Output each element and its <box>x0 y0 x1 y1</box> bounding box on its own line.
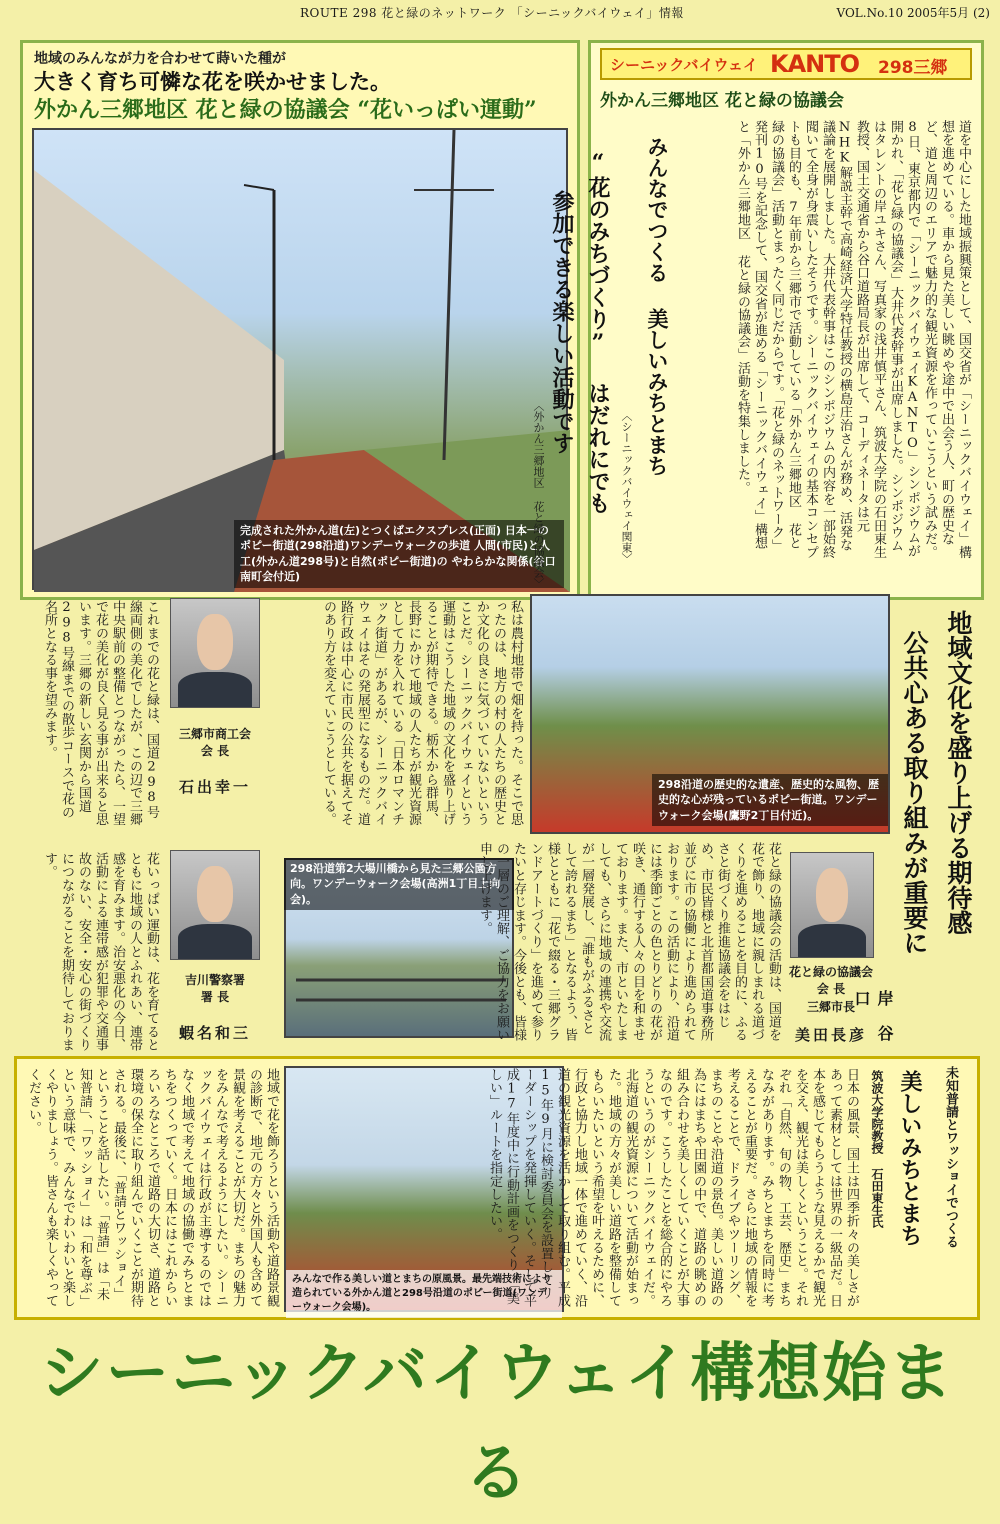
poppy-photo-caption: 298沿道の歴史的な遺産、歴史的な風物、歴史的な心が残っているポピー街道。ワンデーウォーク会場(鷹野2丁目付近)。 <box>652 774 888 826</box>
intro-line-2: 大きく育ち可憐な花を咲かせました。 <box>34 69 391 94</box>
ishide-role <box>160 726 270 761</box>
ishide-name: 石出幸一 <box>178 778 251 796</box>
mita-name: 美田長彦 <box>794 1026 867 1044</box>
yoshikawa-text: 花いっぱい運動は、花を育てるとともに地域の人とふれあい、連帯感を育みます。治安悪化の今日、活動による連帯感が犯罪や交通事故のない、安全・安心の街づくりにつながることを期待しております。 <box>42 852 159 1052</box>
mita-role-3: 三郷市長 <box>806 999 855 1014</box>
brand-route: 298三郷 <box>878 58 948 78</box>
intro-line-3: 外かん三郷地区 花と緑の協議会 “花いっぱい運動” <box>34 97 537 123</box>
portrait-suit <box>178 924 252 959</box>
mita-role <box>776 964 886 1016</box>
portrait-suit <box>178 672 252 707</box>
yoshikawa-role <box>160 972 270 1007</box>
ishide-text: これまでの花と緑は、国道298号線両側の美化でしたが、この辺で三郷中央駅前の整備とつながったら、一望で花の美化が良く見る事が出来ると思います。三郷の新しい玄関から国道298号線までの散歩コースで花の名所となる事を望みます。 <box>42 600 159 827</box>
bottom-photo-caption: みんなで作る美しい道とまちの原風景。最先端技術により造られている外かん道と298号沿道のポピー街道(ワンデーウォーク会場)。 <box>286 1270 562 1318</box>
brand-council: 外かん三郷地区 花と緑の協議会 <box>600 91 844 111</box>
mita-role-1: 花と緑の協議会 <box>788 965 873 979</box>
page-header <box>0 0 1000 22</box>
intro-line-1: 地域のみんなが力を合わせて蒔いた種が <box>34 51 286 67</box>
mita-text: 花と緑の協議会の活動は、国道を花で飾り、地域に親しまれる道づくりを進めることを目的に、ふるさと街づくり推進協議会をはじめ、市民皆様と北首都国道事務所並びに市の協働により進められております。この活動により、沿道には季節ごとの色とりどりの花が咲き、通行する人々の目を和ませております。また、市といたしましても、さらに地域の連携や交流が一層発展し、「誰もがふるさとして誇れるまち」となるよう、皆様とともに「花で綴る・三郷グランドアートづくり」を進めて参りたいと存じます。今後とも、皆様の一層のご理解、ご協力をお願い申し上げます。 <box>477 842 781 1042</box>
ishida-subtitle: 未知普請とワッショイでつくる <box>943 1066 958 1248</box>
poppy-photo <box>530 594 890 834</box>
kishi-name: 岸 谷口 <box>852 990 894 1041</box>
main-headline-2: “花のみちづくり” はだれにでも <box>585 150 611 514</box>
header-title: ROUTE 298 花と緑のネットワーク 「シーニックバイウェイ」情報 <box>300 6 684 20</box>
main-source-2: 〈外かん三郷地区 花と緑の協議会〉 <box>532 400 545 589</box>
top-photo <box>32 128 568 590</box>
main-headline-3: 参加できる楽しい活動です <box>549 190 575 454</box>
brand-kanto: KANTO <box>770 50 860 78</box>
yoshikawa-portrait <box>170 850 260 960</box>
ishide-role-2: 会 長 <box>200 744 230 759</box>
kishi-text: 私は農村地帯で畑を持った。そこで思ったのは、地方の村の人たちの歴史とか文化の良さに気づいていないということだ。シーニックバイウェイという運動はこうした地域の文化を盛り上げることが期待できる。栃木から群馬、長野にかけて地域の人たちが観光資源として力を入れている「日本ロマンチック街道」があるが、シーニックバイウェイはその発展型になるものだ。道路行政は中心に市民の公共を据えてそのあり方を変えていこうとしている。 <box>321 600 523 827</box>
portrait-face <box>816 868 849 922</box>
ishida-author: 筑波大学院教授 石田東生氏 <box>870 1070 884 1228</box>
portrait-suit <box>798 924 867 957</box>
yoshikawa-name: 蝦名和三 <box>178 1024 251 1042</box>
yoshikawa-role-2: 署 長 <box>200 990 230 1005</box>
kishi-headline-2: 公共心ある取り組みが重要に <box>900 630 929 955</box>
brand-bar <box>600 48 972 80</box>
main-source-1: 〈シーニックバイウェイ関東〉 <box>620 410 633 564</box>
main-banner: シーニックバイウェイ構想始まる <box>39 1336 955 1511</box>
portrait-face <box>197 614 232 670</box>
yoshikawa-role-1: 吉川警察署 <box>184 973 245 987</box>
portrait-face <box>197 866 232 922</box>
header-issue: VOL.No.10 2005年5月 (2) <box>836 6 990 20</box>
mita-role-2: 会 長 <box>816 982 846 997</box>
ishide-role-1: 三郷市商工会 <box>178 727 251 741</box>
ishida-headline: 美しいみちとまち <box>897 1070 923 1246</box>
top-photo-caption: 完成された外かん道(左)とつくばエクスプレス(正面) 日本一のポピー街道(298沿道)ワンデーウォークの歩道 人間(市民)と人工(外かん道298号)と自然(ポピー街道)の やわらかな関係(谷口南町会付近) <box>234 520 564 588</box>
bridge-photo-caption: 298沿道第2大場川橋から見た三郷公園方向。ワンデーウォーク会場(高洲1丁目上向会)。 <box>284 858 514 910</box>
brand-scenic: シーニックバイウェイ <box>610 56 758 74</box>
kishi-headline-1: 地域文化を盛り上げる期待感 <box>944 610 973 935</box>
mita-portrait <box>790 852 874 958</box>
main-article-text: 道を中心にした地域振興策として、国交省が「シーニックバイウェイ」構想を進めている。車から見た美しい眺めや途中で出会う人、町の歴史など、道と周辺のエリアで魅力的な観光資源を作っていこうという試みだ。8日、東京都内で「シーニックバイウェイKANTO」シンポジウムが開かれ、「花と緑の協議会」大井代表幹事が出席しました。シンポジウムはタレントの岸ユキさん、写真家の浅井慎平さん、筑波大学院の石田東生教授、国土交通省から谷口道路局長が出席して、コーディネータは元NHK解説主幹で高崎経済大学特任教授の横島庄治さんが務め、活発な議論を展開しました。大井代表幹事はこのシンポジウムの内容を一部始終聞いて全身が身震いしたそうです。シーニックバイウェイの基本コンセプトも目的も、7年前から三郷市で活動している「外かん三郷地区 花と緑の協議会」活動とまったく同じだからです。「花と緑のネットワーク」発刊10号を記念して、国交省が進める「シーニックバイウェイ」構想と「外かん三郷地区 花と緑の協議会」活動を特集しました。 <box>735 120 971 559</box>
main-headline-1: みんなでつくる 美しいみちとまち <box>645 136 670 476</box>
ishida-text: 日本の風景、国土は四季折々の美しさがあって素材としては世界の一級品だ。日本を感じてもらうような見えるかで観光を交え、観光は美しくということ。それぞれ「自然、旬の物、工芸、歴史」まちなみがあります。みちとまちを同時に考えることが重要だ。さらに地域の情報を考えることで、ドライブやツーリング、まちのことや沿道の景色。美しい道路の為にはまちや田園の中で、道路の眺めの組み合わせを美しくしていくことが大事なのです。こうしたことを総合的にやろうというのがシーニックバイウェイだ。北海道の観光資源について活動が始まった。地域の方々が美しい道路を整備してもらいたいという希望を叶えるために、行政と協力し地域一体で進めていく、沿道の観光資源を活かして取り組む。平成15年9月に検討委員会を設置してリーダーシップを発揮していく。そして平成17年度中に行動計画をつくり、「美しい」ルートを指定したい。 <box>487 1068 859 1308</box>
bottom-article-text: 地域で花を飾ろうという活動や道路景観の診断で、地元の方々と外国人も含めて景観を考えることが大切だ。まちの魅力をみんなで考えるようにしたい。シーニックバイウェイは行政が主導するのではなく地域で考えて地域の協働でみちとまちをつくっていく。日本にはこれからいろいろなところで道路の大切さ、道路と環境の保全に取り組んでいくことが期待される。最後に、「普請とワッショイ」ということを話したい。「普請」は「未知普請」、「ワッショイ」は「和を尊ぶ」という意味で、みんなでわいわいと楽しくやりましょう。皆さんも楽しくやってください。 <box>26 1068 279 1308</box>
ishide-portrait <box>170 598 260 708</box>
